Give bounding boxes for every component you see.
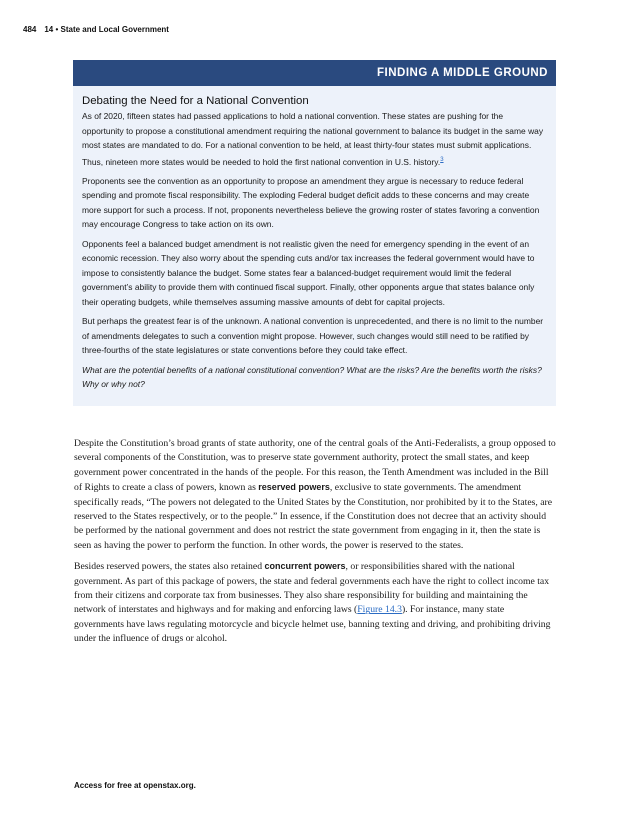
- feature-banner: [73, 60, 556, 86]
- body-text: Besides reserved powers, the states also retained: [74, 561, 265, 573]
- feature-paragraph: [82, 109, 547, 169]
- feature-banner-label: FINDING A MIDDLE GROUND: [376, 67, 548, 79]
- body-text: Despite the Constitution’s broad grants of state authority, one of the central goals of the Anti-Federalists, a group opposed to several components of the Constitution, was to preserve state government authority, protect the small states, and keep government power concentrated in the hands of the people. For this reason, the Tenth Amendment was included in the Bill of Rights to create a class of powers, known as: [74, 438, 556, 494]
- feature-paragraph: Proponents see the convention as an opportunity to propose an amendment they argue is necessary to reduce federal spending and promote fiscal responsibility. The exploding Federal budget deficit adds to these concerns and may create more support for such a process. If not, proponents nevertheless believe the growing roster of states favoring a convention may encourage Congress to take action on its own.: [82, 175, 540, 230]
- footnote-ref: [440, 156, 443, 163]
- key-term-reserved-powers: reserved powers: [258, 482, 330, 493]
- running-header: [23, 25, 169, 34]
- feature-paragraph-text: As of 2020, fifteen states had passed applications to hold a national convention. These states are pushing for the opportunity to propose a constitutional amendment requiring the national government to balance its budget in the same way most states are mandated to do. For a national convention to be held, at least thirty-four states must submit applications. Thus, nineteen more states would be needed to hold the first national convention in U.S. history.: [82, 111, 544, 167]
- page-number: 484: [23, 25, 37, 34]
- feature-body: [73, 86, 556, 406]
- body-text: , exclusive to state governments. The amendment specifically reads, “The powers not delegated to the United States by the Constitution, nor prohibited by it to the States, are reserved to the States respectively, or to the people.” In essence, if the Constitution does not decree that an activity should be performed by the national government and does not restrict the state government from engaging in it, then the state is seen as having the power to perform the function. In other words, the power is reserved to the states.: [74, 482, 553, 551]
- feature-paragraph: But perhaps the greatest fear is of the unknown. A national convention is unprecedented, and there is no limit to the number of amendments delegates to such a convention might propose. However, such changes would still need to be ratified by three-fourths of the state legislatures or state conventions before they could take effect.: [82, 316, 544, 356]
- body-text: , or responsibilities shared with the national government. As part of this package of powers, the state and federal governments each have the right to collect income tax from their citizens and corporate tax from businesses. They also share responsibility for building and maintaining the network of interstates and highways and for making and enforcing laws (: [74, 561, 550, 616]
- footnote-link[interactable]: 3: [440, 156, 444, 163]
- main-text: [74, 437, 556, 653]
- body-paragraph: [74, 437, 556, 553]
- key-term-concurrent-powers: concurrent powers: [264, 561, 346, 572]
- body-text: ). For instance, many state governments have laws regulating motorcycle and bicycle helmet use, banning texting and driving, and prohibiting driving under the influence of drugs or alcohol.: [74, 604, 551, 645]
- feature-question: What are the potential benefits of a national constitutional convention? What are the risks? Are the benefits worth the risks? Why or why not?: [82, 364, 542, 390]
- figure-link[interactable]: Figure 14.3: [357, 604, 402, 616]
- page-footer: Access for free at openstax.org.: [74, 781, 196, 790]
- feature-title: Debating the Need for a National Convention: [82, 95, 309, 107]
- feature-box: [73, 60, 556, 406]
- body-paragraph: [74, 559, 556, 646]
- feature-paragraph: Opponents feel a balanced budget amendment is not realistic given the need for emergency spending in the event of an economic recession. They also worry about the spending cuts and/or tax increases the federal government would have to impose to consistently balance the budget. Some states fear a balanced-budget requirement would limit the federal government’s ability to provide them with continued fiscal support. Finally, other opponents argue that states balance only their operating budgets, while themselves assuming massive amounts of debt for capital projects.: [82, 238, 535, 307]
- chapter-title: 14 • State and Local Government: [44, 25, 169, 34]
